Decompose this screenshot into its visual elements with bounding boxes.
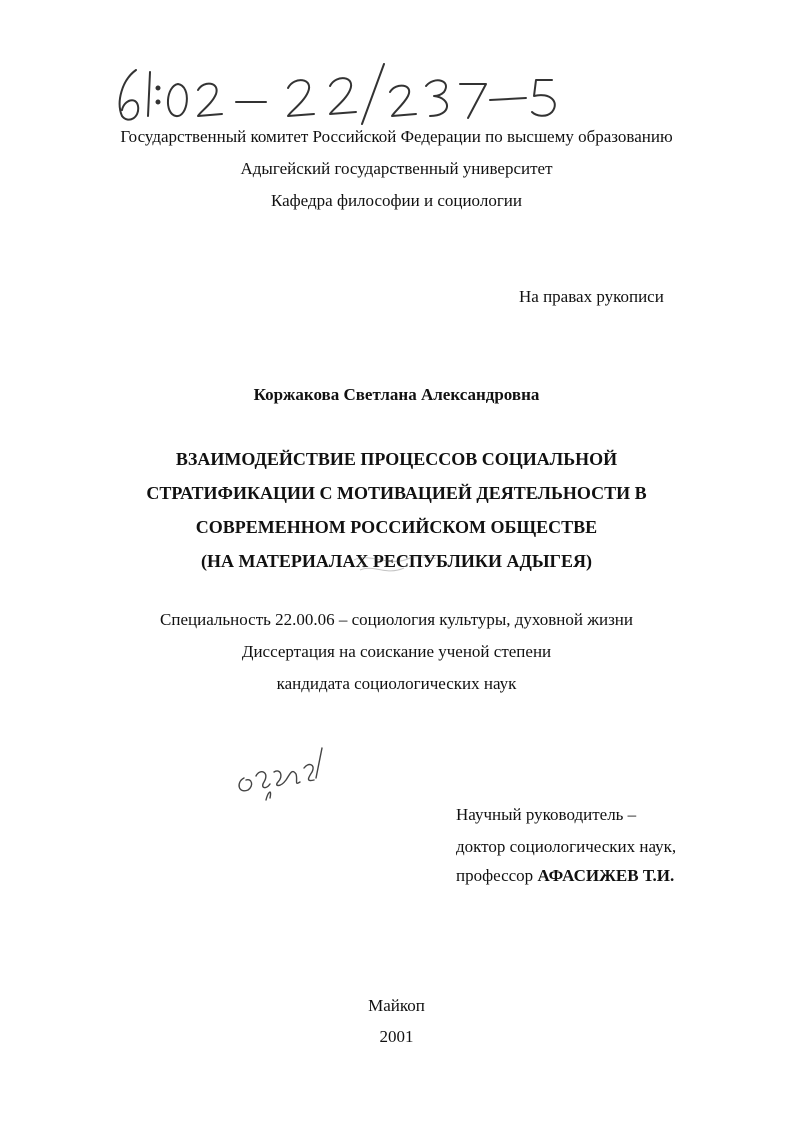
handwritten-number-drawing — [108, 58, 608, 128]
handwritten-signature — [226, 738, 336, 808]
university-name: Адыгейский государственный университет — [240, 159, 553, 178]
specialty: Специальность 22.00.06 – социология культуры, духовной жизни — [160, 610, 633, 629]
department-name: Кафедра философии и социологии — [271, 191, 522, 210]
title-line: ВЗАИМОДЕЙСТВИЕ ПРОЦЕССОВ СОЦИАЛЬНОЙ — [175, 449, 618, 469]
year: 2001 — [379, 1027, 414, 1046]
city: Майкоп — [368, 996, 425, 1015]
title-line: СОВРЕМЕННОМ РОССИЙСКОМ ОБЩЕСТВЕ — [195, 517, 598, 537]
advisor-role: Научный руководитель – — [456, 805, 637, 824]
advisor-line — [456, 866, 674, 886]
advisor-name: АФАСИЖЕВ Т.И. — [537, 866, 675, 885]
advisor-title: профессор — [456, 866, 534, 885]
committee-name: Государственный комитет Российской Федерации по высшему образованию — [120, 127, 673, 146]
manuscript-note: На правах рукописи — [519, 287, 664, 306]
advisor-degree: доктор социологических наук, — [456, 837, 677, 856]
handwritten-catalog-number — [108, 58, 608, 128]
degree-sought: кандидата социологических наук — [276, 674, 517, 693]
faint-stamp-mark — [350, 548, 440, 580]
title-line: (НА МАТЕРИАЛАХ РЕСПУБЛИКИ АДЫГЕЯ) — [201, 551, 592, 571]
title-line: СТРАТИФИКАЦИИ С МОТИВАЦИЕЙ ДЕЯТЕЛЬНОСТИ В — [146, 483, 647, 503]
author-name: Коржакова Светлана Александровна — [253, 385, 540, 404]
dissertation-purpose: Диссертация на соискание ученой степени — [241, 642, 552, 661]
